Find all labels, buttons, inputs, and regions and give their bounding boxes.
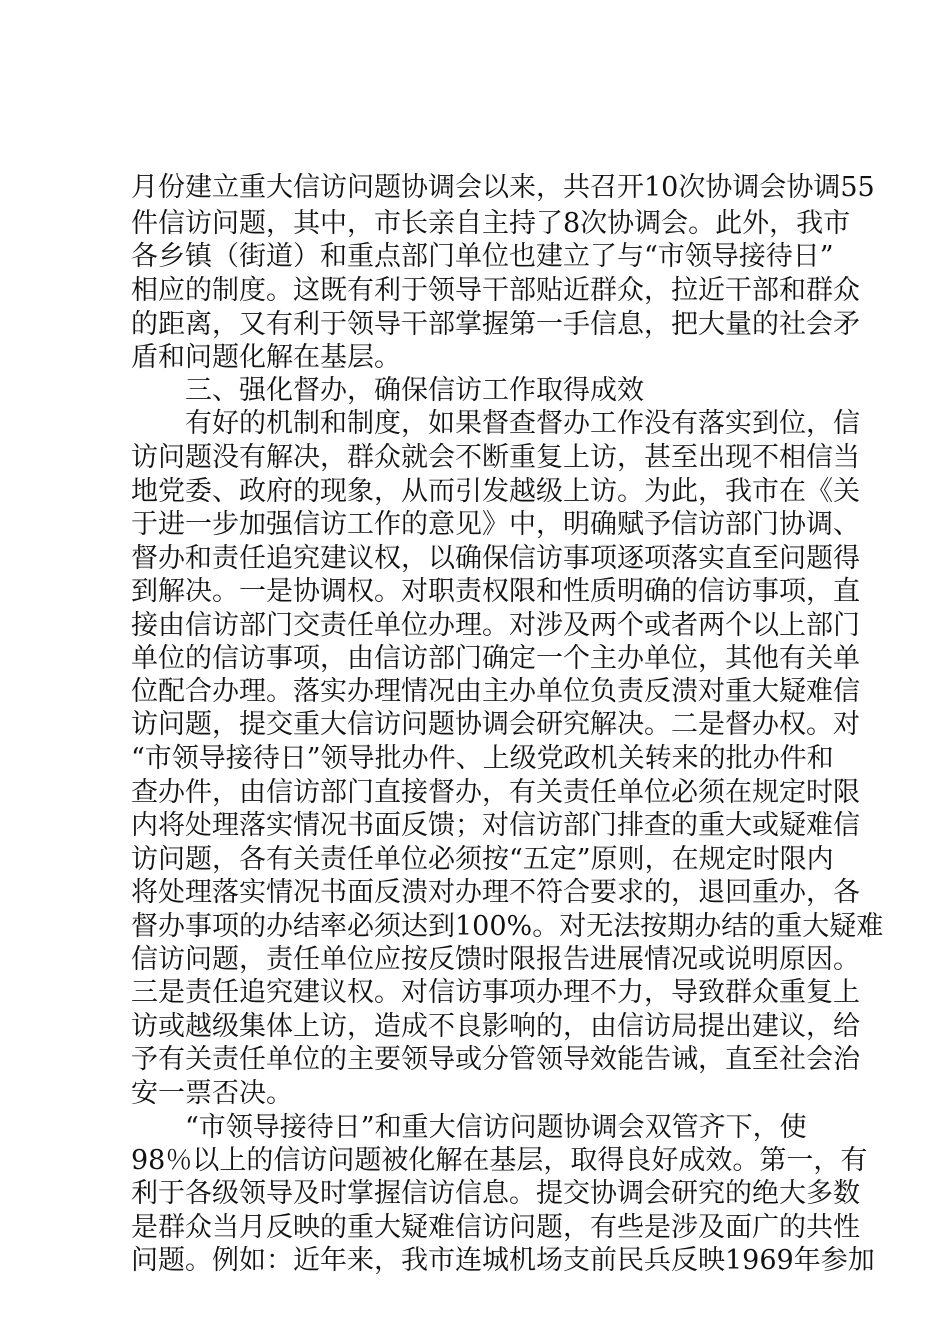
text-line: 查办件，由信访部门直接督办，有关责任单位必须在规定时限	[131, 777, 860, 808]
text-line: 的距离，又有利于领导干部掌握第一手信息，把大量的社会矛	[131, 309, 860, 340]
text-line: 访或越级集体上访，造成不良影响的，由信访局提出建议，给	[131, 1011, 860, 1042]
text-line: 单位的信访事项，由信访部门确定一个主办单位，其他有关单	[131, 643, 860, 674]
text-line: 督办事项的办结率必须达到100%。对无法按期办结的重大疑难	[131, 911, 884, 942]
text-line: 有好的机制和制度，如果督查督办工作没有落实到位，信	[185, 408, 860, 439]
text-line: 位配合办理。落实办理情况由主办单位负责反溃对重大疑难信	[131, 676, 860, 707]
text-line: 访问题，提交重大信访问题协调会研究解决。二是督办权。对	[131, 709, 860, 740]
text-line: 月份建立重大信访问题协调会以来，共召开10次协调会协调55	[131, 172, 875, 203]
text-line: “市领导接待日”领导批办件、上级党政机关转来的批办件和	[131, 743, 834, 774]
text-line: 访问题没有解决，群众就会不断重复上访，甚至出现不相信当	[131, 442, 860, 473]
text-line: 将处理落实情况书面反溃对办理不符合要求的，退回重办，各	[131, 877, 860, 908]
text-line: 内将处理落实情况书面反馈；对信访部门排查的重大或疑难信	[131, 810, 860, 841]
text-line: 地党委、政府的现象，从而引发越级上访。为此，我市在《关	[131, 476, 860, 507]
text-line: 是群众当月反映的重大疑难信访问题，有些是涉及面广的共性	[131, 1212, 860, 1243]
text-line: 信访问题，责任单位应按反馈时限报告进展情况或说明原因。	[131, 944, 860, 975]
text-line: 相应的制度。这既有利于领导干部贴近群众，拉近干部和群众	[131, 275, 860, 306]
text-line: “市领导接待日”和重大信访问题协调会双管齐下，使	[185, 1112, 807, 1143]
text-line: 于进一步加强信访工作的意见》中，明确赋予信访部门协调、	[131, 509, 860, 540]
section-heading: 三、强化督办，确保信访工作取得成效	[185, 375, 644, 406]
text-line: 予有关责任单位的主要领导或分管领导效能告诫，直至社会治	[131, 1044, 860, 1075]
text-line: 各乡镇（街道）和重点部门单位也建立了与“市领导接待日”	[131, 241, 834, 272]
text-line: 三是责任追究建议权。对信访事项办理不力，导致群众重复上	[131, 977, 860, 1008]
text-line: 98％以上的信访问题被化解在基层，取得良好成效。第一，有	[131, 1145, 868, 1176]
text-line: 接由信访部门交责任单位办理。对涉及两个或者两个以上部门	[131, 610, 860, 641]
text-line: 盾和问题化解在基层。	[131, 342, 401, 373]
text-line: 督办和责任追究建议权，以确保信访事项逐项落实直至问题得	[131, 543, 860, 574]
text-line: 到解决。一是协调权。对职责权限和性质明确的信访事项，直	[131, 576, 860, 607]
text-line: 安一票否决。	[131, 1078, 293, 1109]
text-line: 访问题，各有关责任单位必须按“五定”原则，在规定时限内	[131, 844, 834, 875]
text-line: 利于各级领导及时掌握信访信息。提交协调会研究的绝大多数	[131, 1178, 860, 1209]
text-line: 件信访问题，其中，市长亲自主持了8次协调会。此外，我市	[131, 208, 851, 239]
text-line: 问题。例如：近年来，我市连城机场支前民兵反映1969年参加	[131, 1245, 875, 1276]
